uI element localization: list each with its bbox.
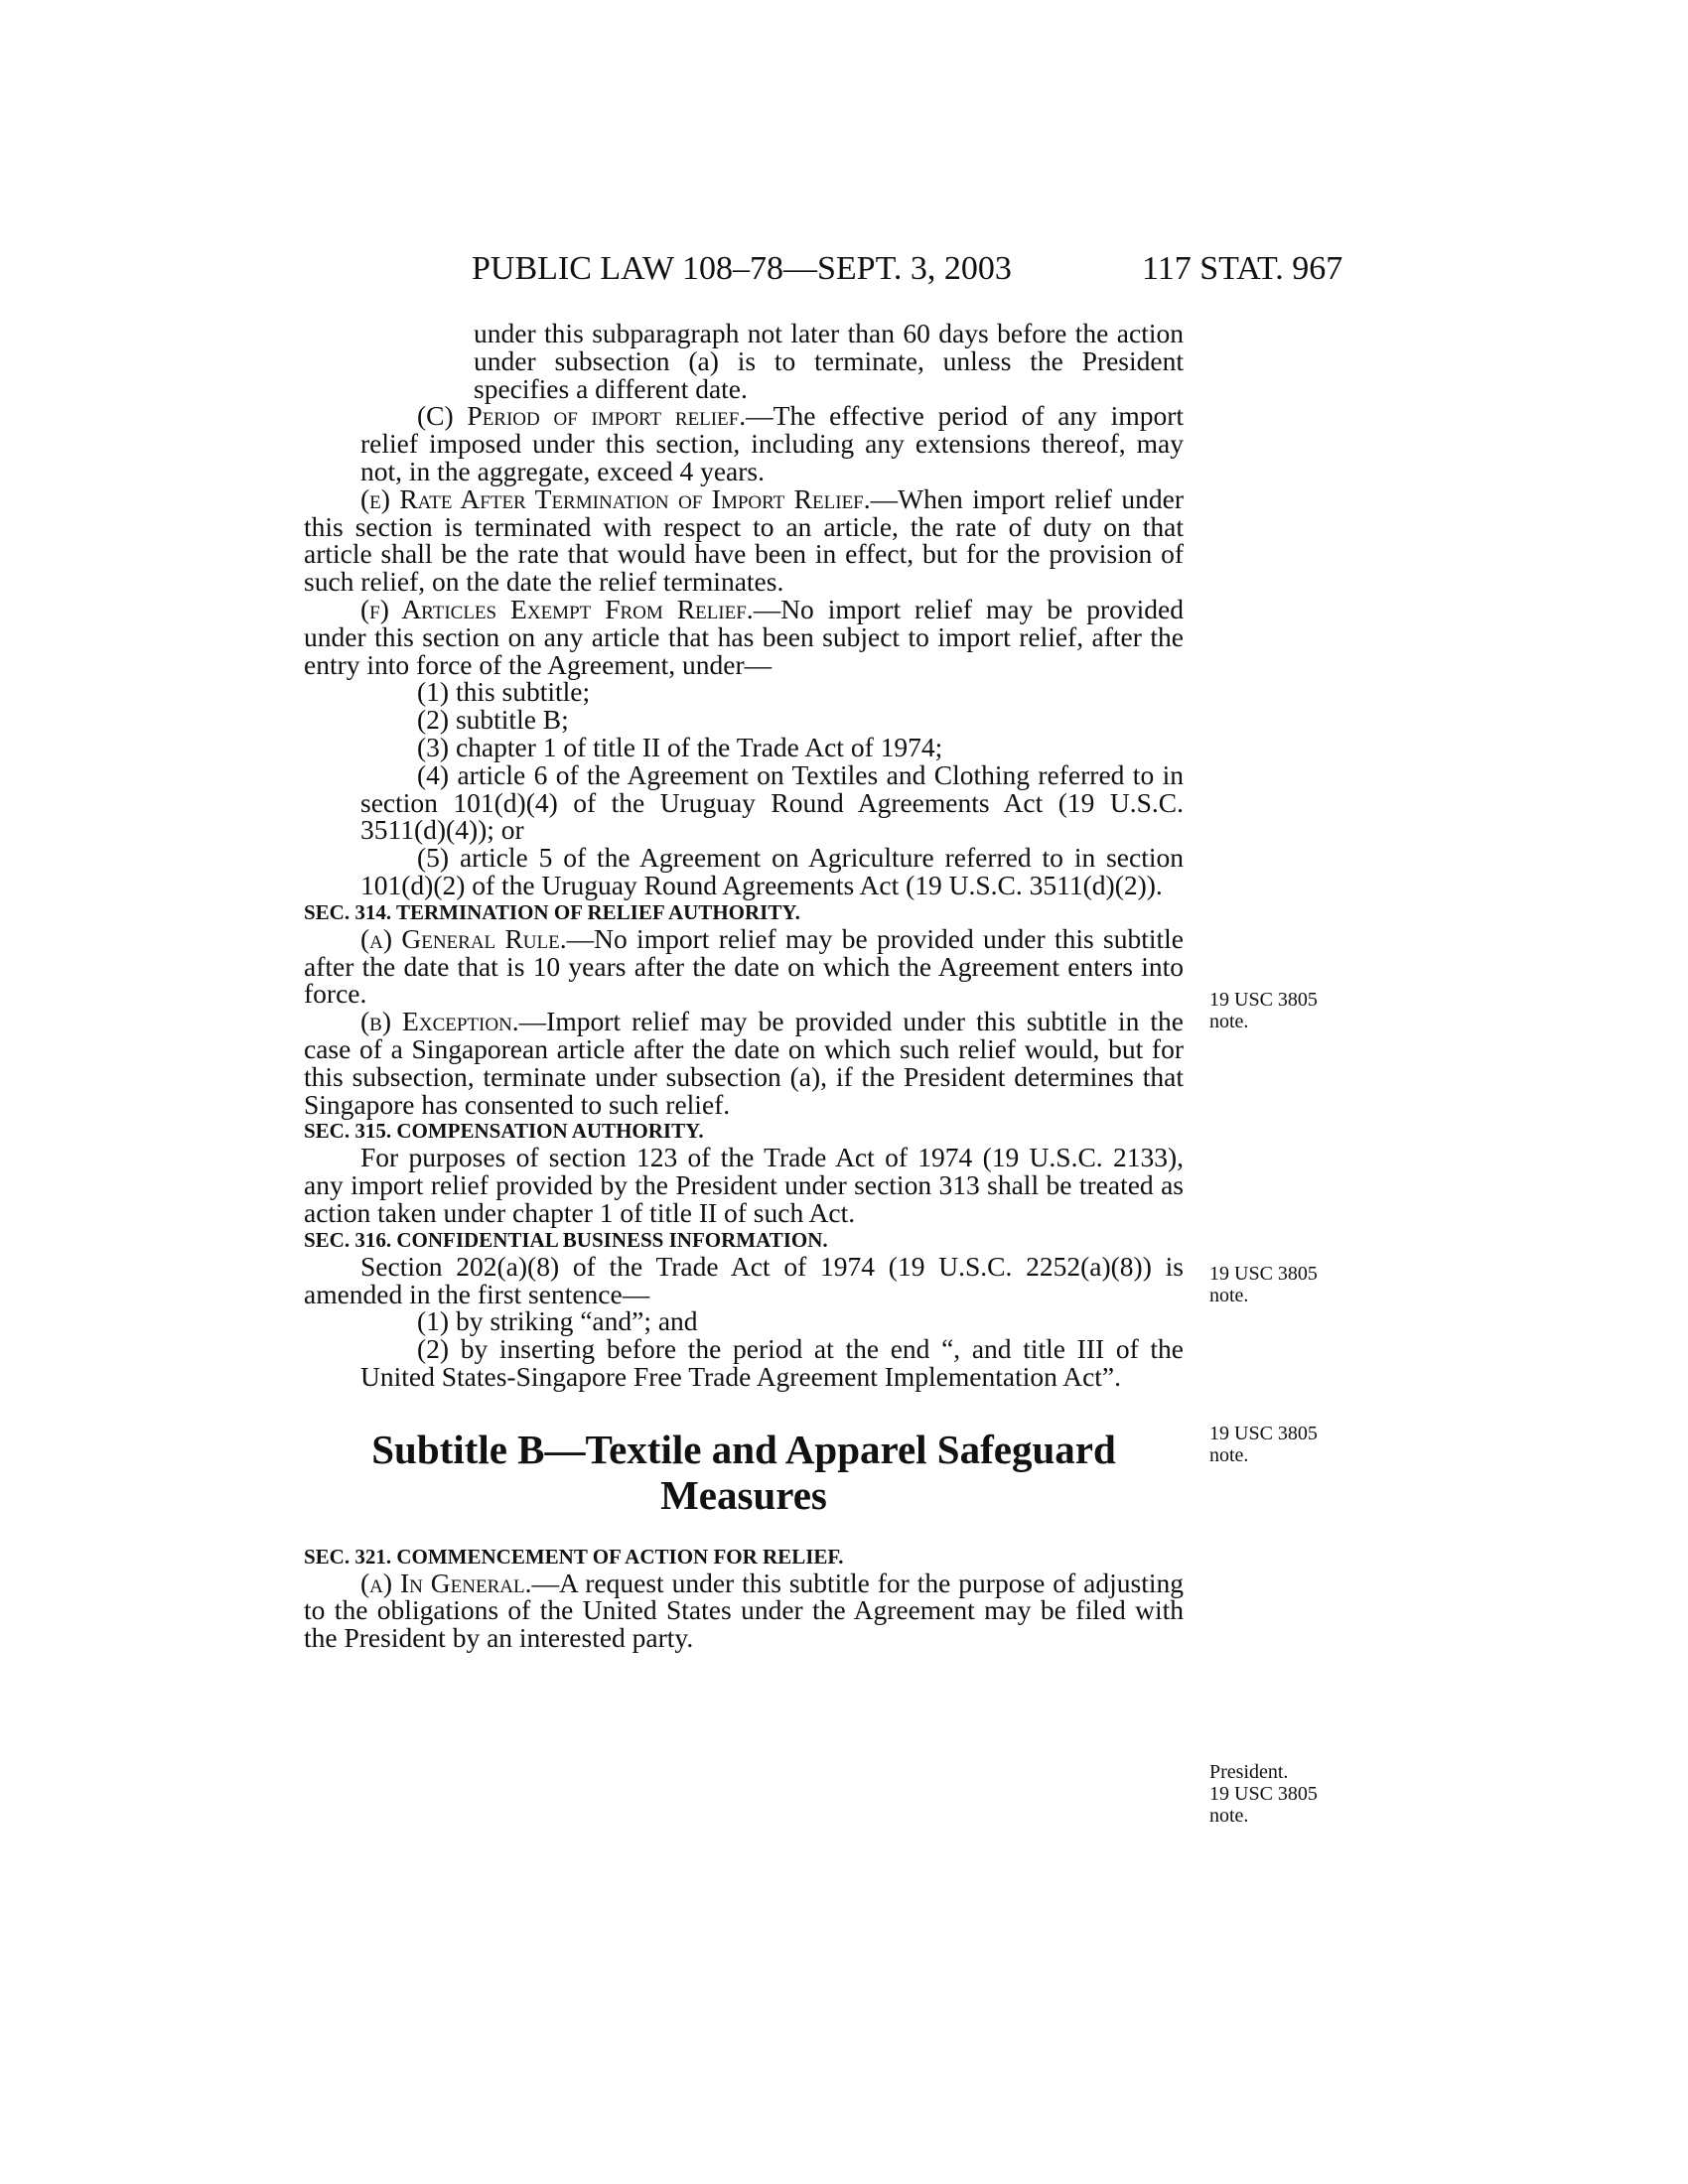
section-321-heading: SEC. 321. COMMENCEMENT OF ACTION FOR RELIEF. (304, 1544, 844, 1569)
paragraph-heading: (C) Period of import relief. (417, 400, 747, 432)
margin-note-314 (1209, 989, 1318, 1032)
paragraph-exception (304, 1008, 1184, 1118)
list-item: (5) article 5 of the Agreement on Agriculture referred to in section 101(d)(2) of the Uruguay Round Agreements Act (19 U.S.C. 3511(d)(2)). (360, 842, 1184, 900)
margin-note-line: note. (1209, 1285, 1249, 1306)
margin-note-315 (1209, 1263, 1318, 1306)
section-314-heading: SEC. 314. TERMINATION OF RELIEF AUTHORITY. (304, 899, 800, 924)
subtitle-heading (304, 1427, 1184, 1518)
section-316-heading: SEC. 316. CONFIDENTIAL BUSINESS INFORMATION. (304, 1227, 828, 1252)
margin-note-line: note. (1209, 1444, 1249, 1466)
paragraph-compensation: For purposes of section 123 of the Trade Act of 1974 (19 U.S.C. 2133), any import relief provided by the President under section 313 shall be treated as action taken under chapter 1 of title II of such Act. (304, 1142, 1184, 1228)
margin-note-line: President. (1209, 1761, 1289, 1783)
section-315-heading: SEC. 315. COMPENSATION AUTHORITY. (304, 1119, 704, 1144)
paragraph-period-of-import-relief (304, 402, 1184, 484)
subtitle-line: Subtitle B—Textile and Apparel Safeguard (371, 1426, 1116, 1472)
list-item: (3) chapter 1 of title II of the Trade Act of 1974; (417, 731, 943, 762)
paragraph-heading: (a) General Rule. (360, 922, 567, 954)
list-item: (2) subtitle B; (417, 704, 569, 736)
paragraph-rate-after-termination (304, 482, 1184, 598)
paragraph-text: —When import relief under this section is terminated with respect to an article, the rate of duty on that article shall be the rate that would have been in effect, but for the provision of such relief, on the date the relief terminates. (304, 482, 1184, 598)
paragraph-general-rule (304, 922, 1184, 1010)
running-header-left: PUBLIC LAW 108–78—SEPT. 3, 2003 (472, 250, 1012, 287)
margin-note-line: 19 USC 3805 (1209, 1263, 1318, 1285)
margin-note-line: 19 USC 3805 (1209, 989, 1318, 1011)
paragraph-continuation: under this subparagraph not later than 60 days before the action under subsection (a) is to terminate, unless the President specifies a different date. (474, 318, 1184, 404)
margin-note-line: 19 USC 3805 (1209, 1783, 1318, 1805)
main-text-column (304, 320, 1184, 1652)
margin-note-316 (1209, 1423, 1318, 1466)
paragraph-text: —A request under this subtitle for the purpose of adjusting to the obligations of the United States under the Agreement may be filed with the President by an interested party. (304, 1567, 1184, 1654)
paragraph-text: —Import relief may be provided under this subtitle in the case of a Singaporean article after the date on which such relief would, but for this subsection, terminate under subsection (a), if the President determines that Singapore has consented to such relief. (304, 1006, 1184, 1120)
subtitle-line: Measures (660, 1471, 827, 1518)
paragraph-in-general (304, 1567, 1184, 1654)
paragraph-text: —The effective period of any import relief imposed under this section, including any extensions thereof, may not, in the aggregate, exceed 4 years. (360, 400, 1185, 486)
margin-note-321 (1209, 1761, 1318, 1827)
margin-note-line: 19 USC 3805 (1209, 1423, 1318, 1444)
paragraph-heading: (b) Exception. (360, 1006, 519, 1037)
list-item: (1) this subtitle; (417, 676, 591, 708)
paragraph-text: —No import relief may be provided under this subtitle after the date that is 10 years after the date on which the Agreement enters into force. (304, 922, 1184, 1010)
paragraph-text: —No import relief may be provided under this section on any article that has been subject to import relief, after the entry into force of the Agreement, under— (304, 593, 1184, 680)
list-item: (2) by inserting before the period at the end “, and title III of the United States-Singapore Free Trade Agreement Implementation Act”. (360, 1333, 1184, 1392)
margin-note-line: note. (1209, 1805, 1249, 1827)
paragraph-heading: (f) Articles Exempt From Relief. (360, 593, 754, 624)
paragraph-articles-exempt (304, 593, 1184, 680)
margin-note-line: note. (1209, 1011, 1249, 1032)
list-item: (1) by striking “and”; and (417, 1305, 698, 1337)
paragraph-heading: (a) In General. (360, 1567, 532, 1598)
paragraph-heading: (e) Rate After Termination of Import Relief. (360, 482, 871, 514)
list-item: (4) article 6 of the Agreement on Textiles and Clothing referred to in section 101(d)(4) of the Uruguay Round Agreements Act (19 U.S.C. 3511(d)(4)); or (360, 758, 1184, 846)
paragraph-confidential: Section 202(a)(8) of the Trade Act of 1974 (19 U.S.C. 2252(a)(8)) is amended in the first sentence— (304, 1250, 1184, 1309)
page-number: 117 STAT. 967 (1142, 250, 1343, 287)
